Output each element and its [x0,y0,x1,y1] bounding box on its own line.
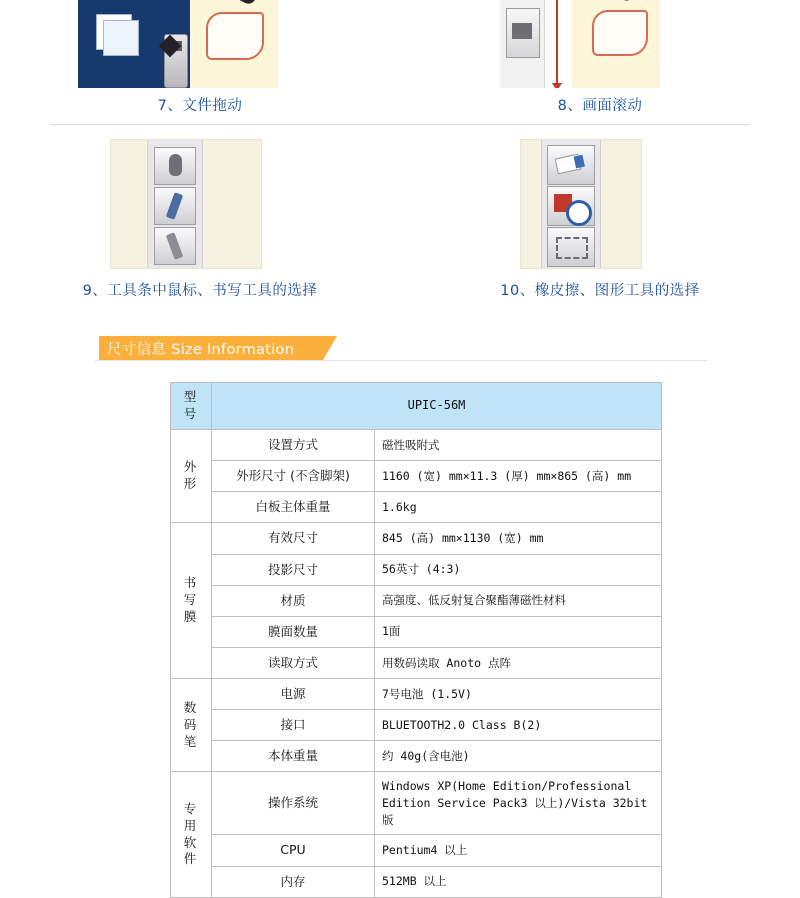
spec-label: 操作系统 [212,772,375,835]
spec-value: 磁性吸附式 [375,430,662,461]
spec-label: 有效尺寸 [212,523,375,554]
selection-tool-button [547,227,595,267]
feature-caption: 9、工具条中鼠标、书写工具的选择 [82,283,318,299]
group-label-line: 码 [183,716,199,732]
pen-icon [166,192,183,220]
spec-label: 读取方式 [212,647,375,678]
feature-cell-screen-scroll [400,0,800,118]
feature-row-top [0,0,800,118]
spec-value: 1.6kg [375,492,662,523]
spec-value: BLUETOOTH2.0 Class B(2) [375,710,662,741]
document-icon-secondary [103,20,139,56]
screen-scroll-illustration [500,0,660,88]
group-label-line: 形 [183,476,199,492]
circle-shape-icon [566,200,592,226]
spec-label: 外形尺寸 (不含脚架) [212,461,375,492]
spec-value: Windows XP(Home Edition/Professional Edition Service Pack3 以上)/Vista 32bit 版 [375,772,662,835]
table-row [171,461,662,492]
table-row [171,710,662,741]
table-row [171,585,662,616]
shape-tool-button [547,186,595,226]
marker-icon [166,232,183,260]
group-label-line: 写 [183,592,199,608]
spec-value: Pentium4 以上 [375,835,662,866]
group-label-line: 书 [183,575,199,591]
spec-value: 1面 [375,616,662,647]
group-label-line: 外 [183,459,199,475]
spec-label: 投影尺寸 [212,554,375,585]
table-row [171,492,662,523]
model-value-cell: UPIC-56M [212,383,662,430]
feature-cell-toolbar-select [0,139,400,314]
table-row [171,866,662,897]
group-label-line: 软 [183,834,199,850]
group-label-digital-pen [171,679,212,772]
spec-label: 电源 [212,679,375,710]
table-row [171,616,662,647]
model-label-cell [171,383,212,430]
table-row [171,383,662,430]
toolbar-select-illustration [110,139,262,269]
spec-value: 512MB 以上 [375,866,662,897]
spec-label: 接口 [212,710,375,741]
spec-label: 设置方式 [212,430,375,461]
model-label-line-2: 号 [183,406,199,421]
section-title: 尺寸信息 Size Information [107,341,295,358]
hand-icon [206,12,264,60]
feature-cell-file-drag [0,0,400,118]
feature-caption: 10、橡皮擦、图形工具的选择 [500,283,700,299]
group-label-line: 用 [183,817,199,833]
feature-cell-eraser-shape-select [400,139,800,314]
group-label-writing-film [171,523,212,679]
scroll-arrow-icon [556,0,558,84]
table-row [171,772,662,835]
marker-tool-button [154,227,196,265]
eraser-icon [555,154,582,175]
spec-value: 约 40g(含电池) [375,741,662,772]
spec-label: 本体重量 [212,741,375,772]
section-title-bar [95,336,323,360]
section-accent-bar [95,336,99,360]
spec-value: 56英寸 (4:3) [375,554,662,585]
group-label-line: 件 [183,851,199,867]
spec-value: 845 (高) mm×1130 (宽) mm [375,523,662,554]
dashed-selection-icon [556,237,588,259]
section-underline [95,360,707,361]
feature-caption: 7、文件拖动 [157,98,243,114]
table-row [171,679,662,710]
model-label-line-1: 型 [183,389,199,405]
table-row [171,523,662,554]
table-row [171,554,662,585]
table-row [171,430,662,461]
group-label-line: 膜 [183,609,199,625]
spec-value: 用数码读取 Anoto 点阵 [375,647,662,678]
eraser-shape-illustration [520,139,642,269]
spec-value: 高强度、低反射复合聚酯薄磁性材料 [375,585,662,616]
specification-table [170,382,662,898]
feature-row-bottom [0,125,800,314]
group-label-line: 数 [183,699,199,715]
eraser-tool-button [547,145,595,185]
table-row [171,741,662,772]
spec-label: 白板主体重量 [212,492,375,523]
spec-label: 材质 [212,585,375,616]
feature-caption: 8、画面滚动 [557,98,643,114]
group-label-line: 笔 [183,733,199,749]
group-label-software [171,772,212,897]
file-drag-illustration [78,0,278,88]
spec-value: 1160 (宽) mm×11.3 (厚) mm×865 (高) mm [375,461,662,492]
pen-tool-button [154,187,196,225]
specification-table-wrapper [170,382,662,898]
group-label-exterior [171,430,212,523]
mouse-icon [169,154,182,176]
hand-icon [592,10,648,56]
receiver-device-icon [506,8,540,58]
spec-label: 膜面数量 [212,616,375,647]
mouse-tool-button [154,147,196,185]
table-row [171,647,662,678]
spec-value: 7号电池 (1.5V) [375,679,662,710]
spec-label: CPU [212,835,375,866]
spec-label: 内存 [212,866,375,897]
size-information-heading [95,336,707,360]
table-row [171,835,662,866]
group-label-line: 专 [183,800,199,816]
